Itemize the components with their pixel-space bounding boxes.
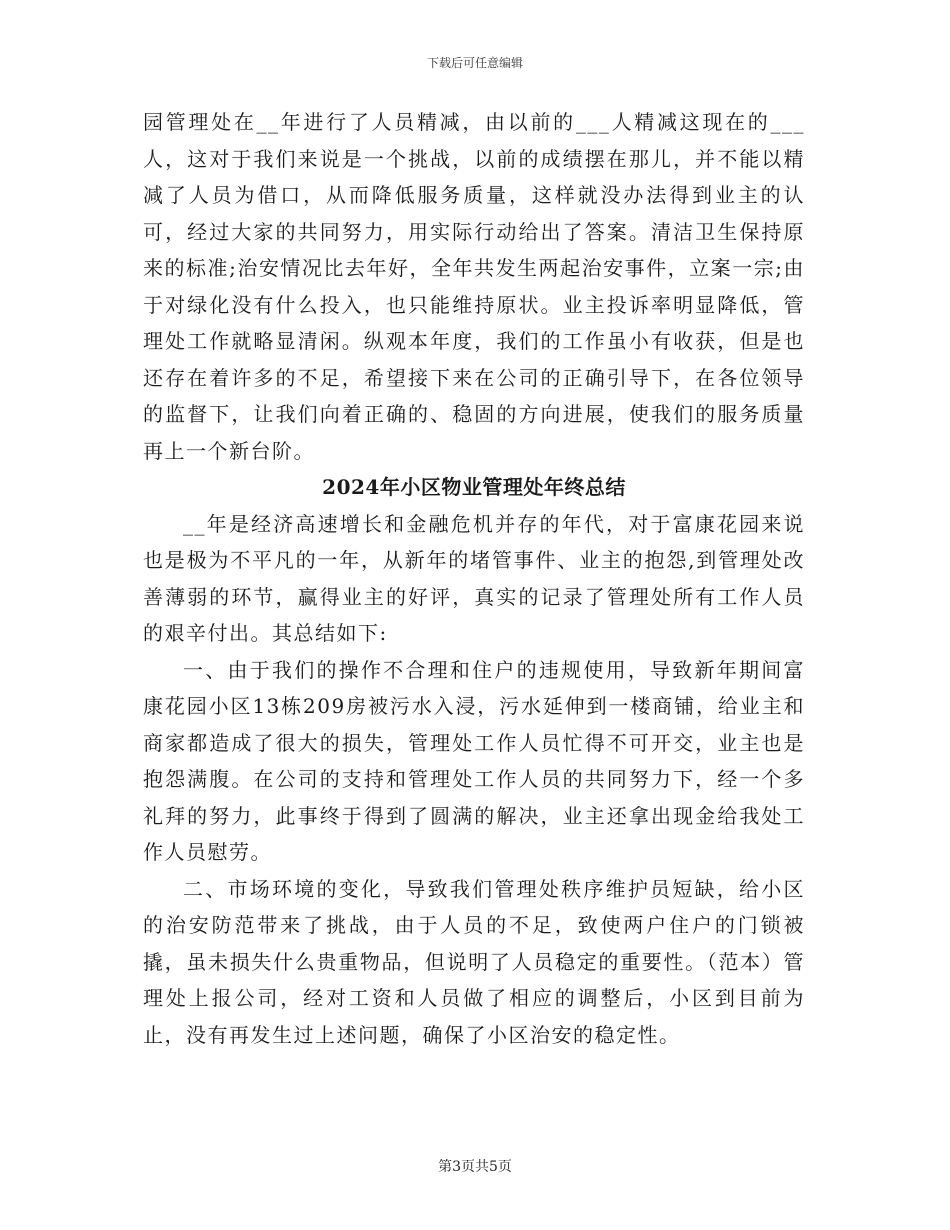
paragraph-intro: __年是经济高速增长和金融危机并存的年代，对于富康花园来说也是极为不平凡的一年，从新年的堵管事件、业主的抱怨,到管理处改善薄弱的环节，赢得业主的好评，真实的记录了管理处所有工作人员的艰辛付出。其总结如下: — [143, 511, 805, 645]
paragraph-item-two: 二、市场环境的变化，导致我们管理处秩序维护员短缺，给小区的治安防范带来了挑战，由于人员的不足，致使两户住户的门锁被撬，虽未损失什么贵重物品，但说明了人员稳定的重要性。（范本）管理处上报公司，经对工资和人员做了相应的调整后，小区到目前为止，没有再发生过上述问题，确保了小区治安的稳定性。 — [143, 876, 805, 1047]
page-header: 下载后可任意编辑 — [426, 56, 523, 70]
document-body — [143, 104, 805, 1053]
section-title: 2024年小区物业管理处年终总结 — [322, 475, 626, 499]
paragraph-item-one: 一、由于我们的操作不合理和住户的违规使用，导致新年期间富康花园小区13栋209房被污水入浸，污水延伸到一楼商铺，给业主和商家都造成了很大的损失，管理处工作人员忙得不可开交，业主也是抱怨满腹。在公司的支持和管理处工作人员的共同努力下，经一个多礼拜的努力，此事终于得到了圆满的解决，业主还拿出现金给我处工作人员慰劳。 — [143, 657, 805, 864]
page-number: 第3页共5页 — [438, 1159, 512, 1175]
paragraph-continued: 园管理处在__年进行了人员精减，由以前的___人精减这现在的___人，这对于我们来说是一个挑战，以前的成绩摆在那儿，并不能以精减了人员为借口，从而降低服务质量，这样就没办法得到业主的认可，经过大家的共同努力，用实际行动给出了答案。清洁卫生保持原来的标准;治安情况比去年好，全年共发生两起治安事件，立案一宗;由于对绿化没有什么投入，也只能维持原状。业主投诉率明显降低，管理处工作就略显清闲。纵观本年度，我们的工作虽小有收获，但是也还存在着许多的不足，希望接下来在公司的正确引导下，在各位领导的监督下，让我们向着正确的、稳固的方向进展，使我们的服务质量再上一个新台阶。 — [143, 110, 805, 463]
